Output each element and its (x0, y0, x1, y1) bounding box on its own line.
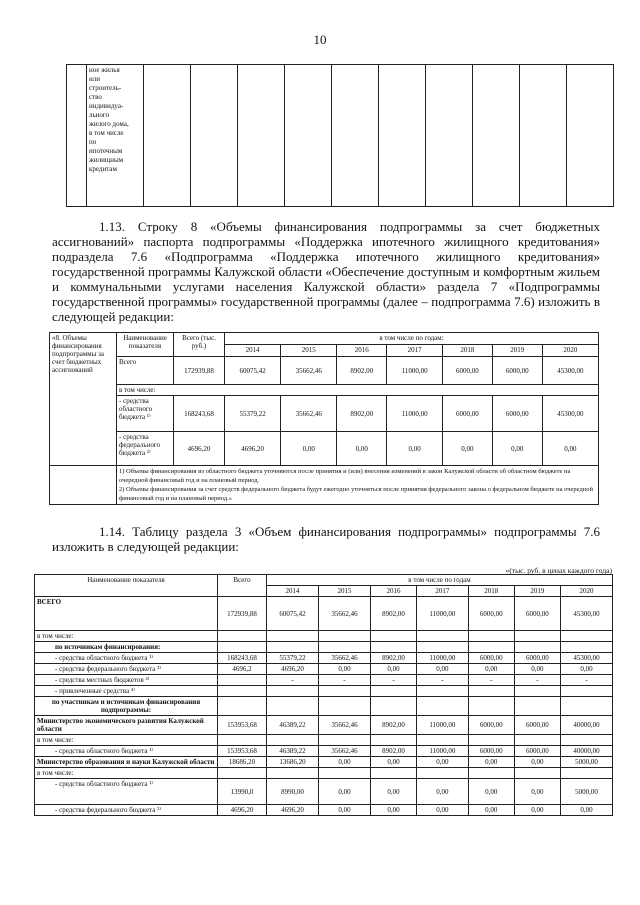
value-cell: 11000,00 (387, 357, 443, 385)
value-cell: 40000,00 (560, 716, 612, 735)
value-cell: 8902,00 (370, 746, 416, 757)
value-cell: 6000,00 (468, 716, 514, 735)
year-header: 2019 (492, 345, 542, 357)
year-header: 2020 (542, 345, 598, 357)
row-name: Всего (117, 357, 174, 385)
value-cell: 0,00 (492, 432, 542, 466)
value-cell: 35662,46 (318, 597, 370, 631)
row-total: 4696,20 (218, 805, 267, 816)
value-cell: 6000,00 (442, 357, 492, 385)
empty-cell (560, 735, 612, 746)
year-header: 2016 (337, 345, 387, 357)
value-cell: 45300,00 (560, 597, 612, 631)
value-cell: 0,00 (417, 664, 469, 675)
empty-cell (560, 631, 612, 642)
value-cell: 55379,22 (225, 396, 281, 432)
empty-cell (370, 768, 416, 779)
empty-cell (267, 735, 319, 746)
value-cell: 6000,00 (514, 716, 560, 735)
fragment-line: жилищным (89, 156, 124, 164)
value-cell: 0,00 (468, 757, 514, 768)
empty-cell (468, 735, 514, 746)
year-header: 2014 (267, 586, 319, 597)
value-cell: 8902,00 (337, 357, 387, 385)
value-cell: - (560, 675, 612, 686)
empty-cell (318, 735, 370, 746)
value-cell: 0,00 (417, 805, 469, 816)
fragment-cell (67, 65, 87, 207)
row-total: 172939,88 (174, 357, 225, 385)
fragment-line: ипотечным (89, 147, 123, 155)
value-cell: 6000,00 (442, 396, 492, 432)
value-cell: 60075,42 (225, 357, 281, 385)
empty-cell (468, 697, 514, 716)
value-cell: - (514, 675, 560, 686)
empty-cell (370, 631, 416, 642)
page-number: 10 (313, 32, 327, 47)
row-label: - средства областного бюджета ¹⁾ (35, 779, 218, 805)
fragment-line: или (89, 75, 100, 83)
year-header: 2017 (417, 586, 469, 597)
col-total-header: Всего (тыс. руб.) (174, 333, 225, 357)
value-cell: 45300,00 (560, 653, 612, 664)
value-cell: 0,00 (514, 757, 560, 768)
value-cell: 0,00 (514, 664, 560, 675)
value-cell: 6000,00 (468, 653, 514, 664)
value-cell: 0,00 (560, 664, 612, 675)
value-cell: 0,00 (468, 779, 514, 805)
empty-cell (218, 768, 267, 779)
empty-cell (318, 686, 370, 697)
year-header: 2016 (370, 586, 416, 597)
value-cell: 0,00 (370, 779, 416, 805)
value-cell: 0,00 (514, 779, 560, 805)
empty-cell (560, 768, 612, 779)
fragment-line: ное жилья (89, 66, 120, 74)
row-label: «8. Объемы финансирования подпрограммы за счет бюджетных ассигнований (50, 333, 117, 466)
value-cell: 35662,46 (318, 653, 370, 664)
empty-cell (218, 631, 267, 642)
fragment-cell (285, 65, 332, 207)
value-cell: - (267, 675, 319, 686)
fragment-line: жилого дома, (89, 120, 129, 128)
value-cell: 60075,42 (267, 597, 319, 631)
empty-cell (514, 631, 560, 642)
empty-cell (514, 768, 560, 779)
empty-cell (218, 735, 267, 746)
empty-cell (417, 642, 469, 653)
row-total: 4696,20 (174, 432, 225, 466)
financing-passport-table (49, 332, 599, 505)
note-gap (50, 466, 117, 505)
value-cell: 0,00 (337, 432, 387, 466)
row-name: в том числе: (117, 385, 599, 396)
total-label: ВСЕГО (35, 597, 218, 631)
value-cell: - (318, 675, 370, 686)
empty-cell (267, 768, 319, 779)
value-cell: 0,00 (442, 432, 492, 466)
year-header: 2020 (560, 586, 612, 597)
value-cell: 8902,00 (370, 716, 416, 735)
value-cell: 45300,00 (542, 396, 598, 432)
empty-cell (468, 631, 514, 642)
empty-cell (514, 735, 560, 746)
empty-cell (318, 768, 370, 779)
fragment-line: ство (89, 93, 102, 101)
value-cell: 11000,00 (387, 396, 443, 432)
value-cell: 8990,00 (267, 779, 319, 805)
row-total: 168243,68 (218, 653, 267, 664)
empty-cell (514, 642, 560, 653)
row-total: 168243,68 (174, 396, 225, 432)
value-cell: 40000,00 (560, 746, 612, 757)
empty-cell (417, 735, 469, 746)
row-name: - средства федерального бюджета ²⁾ (117, 432, 174, 466)
paragraph-1-13: 1.13. Строку 8 «Объемы финансирования подпрограммы за счет бюджетных ассигнований» паспорта подпрограммы «Поддержка ипотечного жилищного кредитования» подраздела 7.6 «Подпрограмма «Поддержка ипотечного жилищного кредитования» государственной программы Калужской области «Обеспечение доступным и комфортным жильем и коммунальными услугами населения Калужской области» раздела 7 «Подпрограммы государственной программы» государственной программы (далее – подпрограмма 7.6) изложить в следующей редакции: (52, 219, 600, 324)
empty-cell (417, 686, 469, 697)
empty-cell (318, 631, 370, 642)
fragment-cell (379, 65, 426, 207)
years-header: в том числе по годам: (225, 333, 599, 345)
value-cell: 0,00 (318, 779, 370, 805)
row-total: 18686,20 (218, 757, 267, 768)
fragment-cell (238, 65, 285, 207)
value-cell: 0,00 (542, 432, 598, 466)
value-cell: 8902,00 (370, 597, 416, 631)
section-label: по участникам и источникам финансирования подпрограммы: (35, 697, 218, 716)
empty-cell (468, 768, 514, 779)
year-header: 2019 (514, 586, 560, 597)
empty-cell (370, 697, 416, 716)
paragraph-1-14: 1.14. Таблицу раздела 3 «Объем финансирования подпрограммы» подпрограммы 7.6 изложить в следующей редакции: (52, 524, 600, 554)
value-cell: 0,00 (417, 779, 469, 805)
year-header: 2017 (387, 345, 443, 357)
value-cell: 0,00 (468, 664, 514, 675)
empty-cell (218, 697, 267, 716)
value-cell: 45300,00 (542, 357, 598, 385)
unit-label: «(тыс. руб. в ценах каждого года) (505, 566, 612, 575)
fragment-cell (473, 65, 520, 207)
empty-cell (560, 686, 612, 697)
empty-cell (468, 642, 514, 653)
value-cell: 0,00 (417, 757, 469, 768)
empty-cell (468, 686, 514, 697)
empty-cell (560, 642, 612, 653)
value-cell: 0,00 (281, 432, 337, 466)
row-total: 13990,0 (218, 779, 267, 805)
year-header: 2015 (318, 586, 370, 597)
value-cell: 11000,00 (417, 746, 469, 757)
row-label: в том числе: (35, 735, 218, 746)
empty-cell (417, 697, 469, 716)
value-cell: 11000,00 (417, 597, 469, 631)
row-total: 153953,68 (218, 716, 267, 735)
fragment-cell (144, 65, 191, 207)
empty-cell (560, 697, 612, 716)
value-cell: 6000,00 (468, 746, 514, 757)
year-header: 2015 (281, 345, 337, 357)
empty-cell (514, 697, 560, 716)
value-cell: 0,00 (370, 805, 416, 816)
fragment-line: кредитам (89, 165, 117, 173)
fragment-line: в том числе (89, 129, 124, 137)
value-cell: 11000,00 (417, 716, 469, 735)
value-cell: 6000,00 (514, 653, 560, 664)
value-cell: 6000,00 (468, 597, 514, 631)
empty-cell (370, 642, 416, 653)
value-cell: 0,00 (514, 805, 560, 816)
value-cell: - (417, 675, 469, 686)
year-header: 2014 (225, 345, 281, 357)
value-cell: 0,00 (387, 432, 443, 466)
row-label: - привлеченные средства ⁴⁾ (35, 686, 218, 697)
empty-cell (417, 768, 469, 779)
value-cell: 0,00 (318, 664, 370, 675)
row-label: - средства федерального бюджета ²⁾ (35, 664, 218, 675)
value-cell: 0,00 (370, 757, 416, 768)
fragment-cell (191, 65, 238, 207)
value-cell: 6000,00 (492, 357, 542, 385)
value-cell: 55379,22 (267, 653, 319, 664)
footnotes (117, 466, 599, 505)
fragment-cell (567, 65, 614, 207)
value-cell: 5000,00 (560, 779, 612, 805)
value-cell: 0,00 (318, 805, 370, 816)
row-total: 153953,68 (218, 746, 267, 757)
year-header: 2018 (468, 586, 514, 597)
total-total: 172939,88 (218, 597, 267, 631)
value-cell: 4696,20 (225, 432, 281, 466)
row-label: - средства областного бюджета ¹⁾ (35, 653, 218, 664)
row-label: в том числе: (35, 631, 218, 642)
value-cell: 8902,00 (370, 653, 416, 664)
col-total-header: Всего (218, 575, 267, 597)
row-name: - средства областного бюджета ¹⁾ (117, 396, 174, 432)
empty-cell (514, 686, 560, 697)
year-header: 2018 (442, 345, 492, 357)
empty-cell (267, 642, 319, 653)
empty-cell (267, 631, 319, 642)
fragment-line: индивидуа- (89, 102, 124, 110)
value-cell: 4696,20 (267, 805, 319, 816)
value-cell: 46389,22 (267, 746, 319, 757)
fragment-cell (426, 65, 473, 207)
empty-cell (370, 686, 416, 697)
value-cell: 6000,00 (514, 597, 560, 631)
ministry-econ-label: Министерство экономического развития Калужской области (35, 716, 218, 735)
empty-cell (267, 686, 319, 697)
empty-cell (218, 642, 267, 653)
row-label: - средства областного бюджета ¹⁾ (35, 746, 218, 757)
value-cell: 35662,46 (281, 357, 337, 385)
fragment-line: по (89, 138, 97, 146)
value-cell: 0,00 (318, 757, 370, 768)
row-label: - средства федерального бюджета ²⁾ (35, 805, 218, 816)
footnote-2: 2) Объемы финансирования за счет средств федерального бюджета будут ежегодно уточняться после принятия федерального закона о федеральном бюджете на очередной финансовый год и на плановый период.» (119, 486, 593, 502)
row-label: - средства местных бюджетов ³⁾ (35, 675, 218, 686)
empty-cell (417, 631, 469, 642)
value-cell: 46389,22 (267, 716, 319, 735)
continued-table-fragment (66, 64, 614, 207)
fragment-first-cell (87, 65, 144, 207)
empty-cell (218, 686, 267, 697)
value-cell: 0,00 (468, 805, 514, 816)
value-cell: 8902,00 (337, 396, 387, 432)
empty-cell (370, 735, 416, 746)
fragment-line: льного (89, 111, 110, 119)
empty-cell (318, 697, 370, 716)
empty-cell (318, 642, 370, 653)
empty-cell (267, 697, 319, 716)
value-cell: 0,00 (560, 805, 612, 816)
row-total: 4696,2 (218, 664, 267, 675)
value-cell: 4696,20 (267, 664, 319, 675)
empty-cell (218, 675, 267, 686)
value-cell: 13686,20 (267, 757, 319, 768)
footnote-1: 1) Объемы финансирования из областного бюджета уточняются после принятия и (или) внесения изменений в закон Калужской области об областном бюджете на очередной финансовый год и на плановый период. (119, 468, 571, 484)
years-header: в том числе по годам (267, 575, 613, 586)
value-cell: - (468, 675, 514, 686)
fragment-line: строитель- (89, 84, 122, 92)
value-cell: 35662,46 (318, 716, 370, 735)
col-name-header: Наименование показателя (35, 575, 218, 597)
value-cell: 35662,46 (281, 396, 337, 432)
value-cell: 6000,00 (492, 396, 542, 432)
value-cell: - (370, 675, 416, 686)
value-cell: 5000,00 (560, 757, 612, 768)
ministry-edu-label: Министерство образования и науки Калужской области (35, 757, 218, 768)
value-cell: 35662,46 (318, 746, 370, 757)
value-cell: 0,00 (370, 664, 416, 675)
financing-volume-table (34, 574, 613, 816)
col-name-header: Наименование показателя (117, 333, 174, 357)
value-cell: 6000,00 (514, 746, 560, 757)
fragment-cell (332, 65, 379, 207)
fragment-cell (520, 65, 567, 207)
section-label: по источникам финансирования: (35, 642, 218, 653)
row-label: в том числе: (35, 768, 218, 779)
value-cell: 11000,00 (417, 653, 469, 664)
